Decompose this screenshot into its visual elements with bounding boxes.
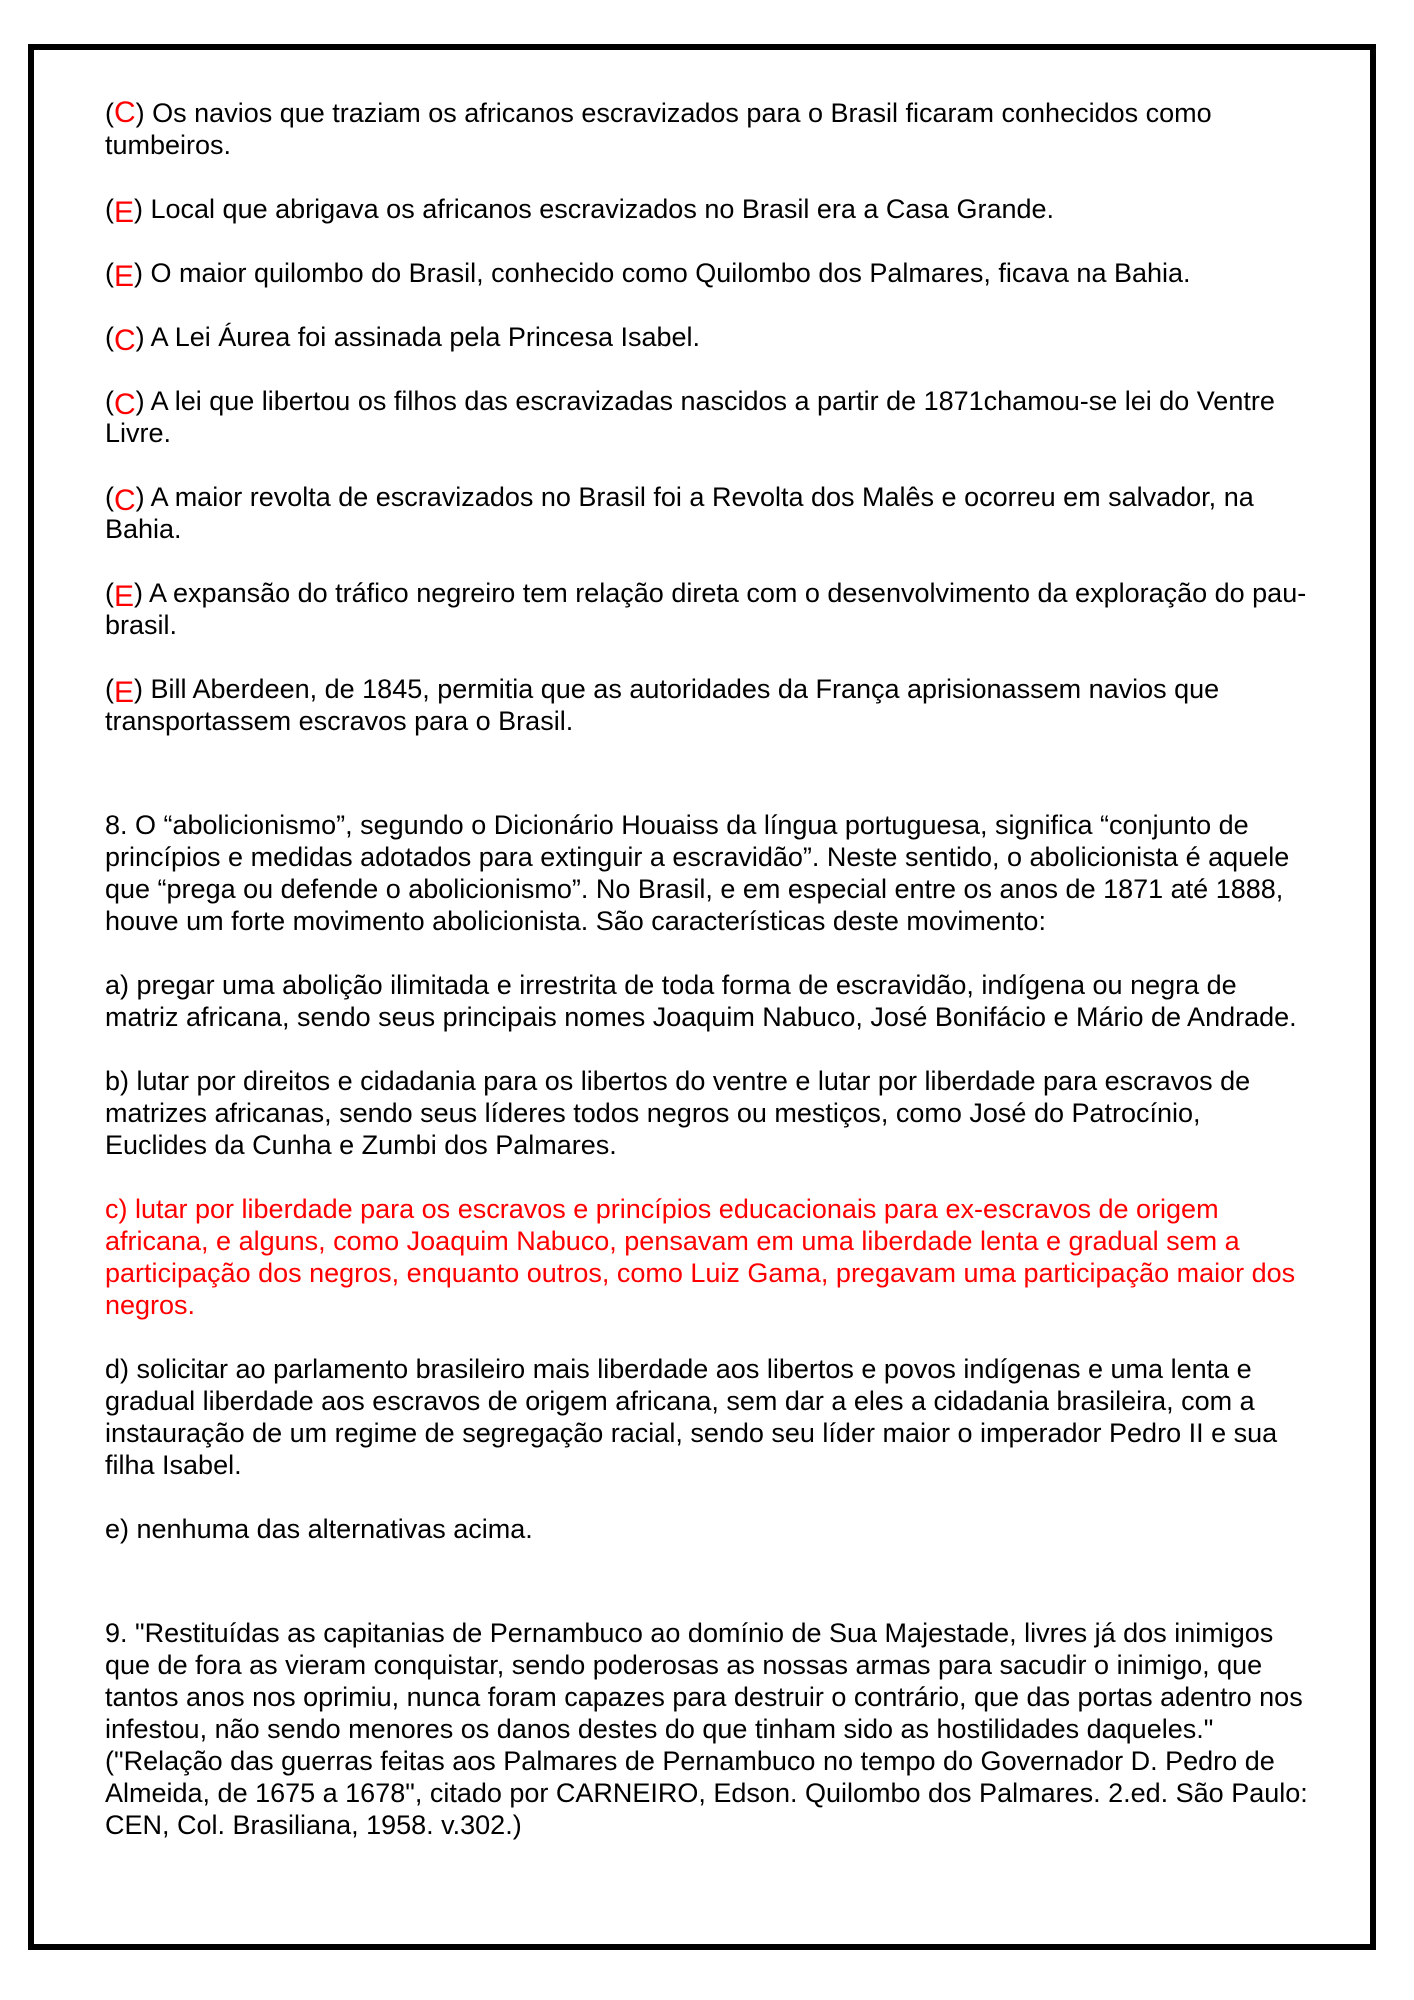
option-e: e) nenhuma das alternativas acima. <box>105 1514 533 1544</box>
option-d: d) solicitar ao parlamento brasileiro mais liberdade aos libertos e povos indígenas e uma lenta e gradual liberdade aos escravos de origem africana, sem dar a eles a cidadania brasileira, com a instauração de um regime de segregação racial, sendo seu líder maior o imperador Pedro II e sua filha Isabel. <box>105 1354 1278 1480</box>
tf-item: (C) A lei que libertou os filhos das escravizadas nascidos a partir de 1871chamou-se lei do Ventre Livre. <box>105 386 1275 448</box>
tf-text: ) Local que abrigava os africanos escravizados no Brasil era a Casa Grande. <box>134 194 1055 224</box>
tf-item: (E) O maior quilombo do Brasil, conhecido como Quilombo dos Palmares, ficava na Bahia. <box>105 258 1191 293</box>
answer-mark: E <box>114 676 135 709</box>
tf-text: ) A expansão do tráfico negreiro tem relação direta com o desenvolvimento da exploração do pau-brasil. <box>105 578 1307 640</box>
document-content <box>105 97 1310 1841</box>
tf-item: (E) Local que abrigava os africanos escravizados no Brasil era a Casa Grande. <box>105 194 1055 229</box>
answer-mark: C <box>114 484 136 517</box>
question-9 <box>105 1617 1310 1841</box>
question-8 <box>105 809 1310 1545</box>
tf-item: (C) Os navios que traziam os africanos escravizados para o Brasil ficaram conhecidos como tumbeiros. <box>105 96 1212 160</box>
answer-mark: E <box>114 196 135 229</box>
question-9-statement: 9. "Restituídas as capitanias de Pernambuco ao domínio de Sua Majestade, livres já dos inimigos que de fora as vieram conquistar, sendo poderosas as nossas armas para sacudir o inimigo, que tantos anos nos oprimiu, nunca foram capazes para destruir o contrário, que das portas adentro nos infestou, não sendo menores os danos destes do que tinham sido as hostilidades daqueles." <box>105 1618 1303 1744</box>
answer-mark: C <box>114 96 136 129</box>
option-a: a) pregar uma abolição ilimitada e irrestrita de toda forma de escravidão, indígena ou negra de matriz africana, sendo seus principais nomes Joaquim Nabuco, José Bonifácio e Mário de Andrade. <box>105 970 1297 1032</box>
tf-item: (C) A Lei Áurea foi assinada pela Princesa Isabel. <box>105 322 701 357</box>
true-false-list <box>105 97 1310 737</box>
tf-text: ) A Lei Áurea foi assinada pela Princesa Isabel. <box>135 322 701 352</box>
answer-mark: E <box>114 580 135 613</box>
answer-mark: E <box>114 260 135 293</box>
tf-text: ) O maior quilombo do Brasil, conhecido como Quilombo dos Palmares, ficava na Bahia. <box>134 258 1191 288</box>
answer-mark: C <box>114 388 136 421</box>
question-9-citation: ("Relação das guerras feitas aos Palmares de Pernambuco no tempo do Governador D. Pedro de Almeida, de 1675 a 1678", citado por CARNEIRO, Edson. Quilombo dos Palmares. 2.ed. São Paulo: CEN, Col. Brasiliana, 1958. v.302.) <box>105 1746 1308 1840</box>
tf-text: ) Os navios que traziam os africanos escravizados para o Brasil ficaram conhecidos como tumbeiros. <box>105 98 1212 160</box>
tf-item: (E) A expansão do tráfico negreiro tem relação direta com o desenvolvimento da exploração do pau-brasil. <box>105 578 1307 640</box>
tf-text: ) A maior revolta de escravizados no Brasil foi a Revolta dos Malês e ocorreu em salvador, na Bahia. <box>105 482 1254 544</box>
tf-text: ) A lei que libertou os filhos das escravizadas nascidos a partir de 1871chamou-se lei do Ventre Livre. <box>105 386 1275 448</box>
tf-item: (E) Bill Aberdeen, de 1845, permitia que as autoridades da França aprisionassem navios que transportassem escravos para o Brasil. <box>105 674 1220 736</box>
question-8-statement: 8. O “abolicionismo”, segundo o Dicionário Houaiss da língua portuguesa, significa “conjunto de princípios e medidas adotados para extinguir a escravidão”. Neste sentido, o abolicionista é aquele que “prega ou defende o abolicionismo”. No Brasil, e em especial entre os anos de 1871 até 1888, houve um forte movimento abolicionista. São características deste movimento: <box>105 810 1290 936</box>
tf-text: ) Bill Aberdeen, de 1845, permitia que as autoridades da França aprisionassem navios que transportassem escravos para o Brasil. <box>105 674 1220 736</box>
answer-mark: C <box>114 324 136 357</box>
option-b: b) lutar por direitos e cidadania para os libertos do ventre e lutar por liberdade para escravos de matrizes africanas, sendo seus líderes todos negros ou mestiços, como José do Patrocínio, Euclides da Cunha e Zumbi dos Palmares. <box>105 1066 1251 1160</box>
tf-item: (C) A maior revolta de escravizados no Brasil foi a Revolta dos Malês e ocorreu em salvador, na Bahia. <box>105 482 1254 544</box>
option-c-correct: c) lutar por liberdade para os escravos e princípios educacionais para ex-escravos de origem africana, e alguns, como Joaquim Nabuco, pensavam em uma liberdade lenta e gradual sem a participação dos negros, enquanto outros, como Luiz Gama, pregavam uma participação maior dos negros. <box>105 1194 1296 1320</box>
